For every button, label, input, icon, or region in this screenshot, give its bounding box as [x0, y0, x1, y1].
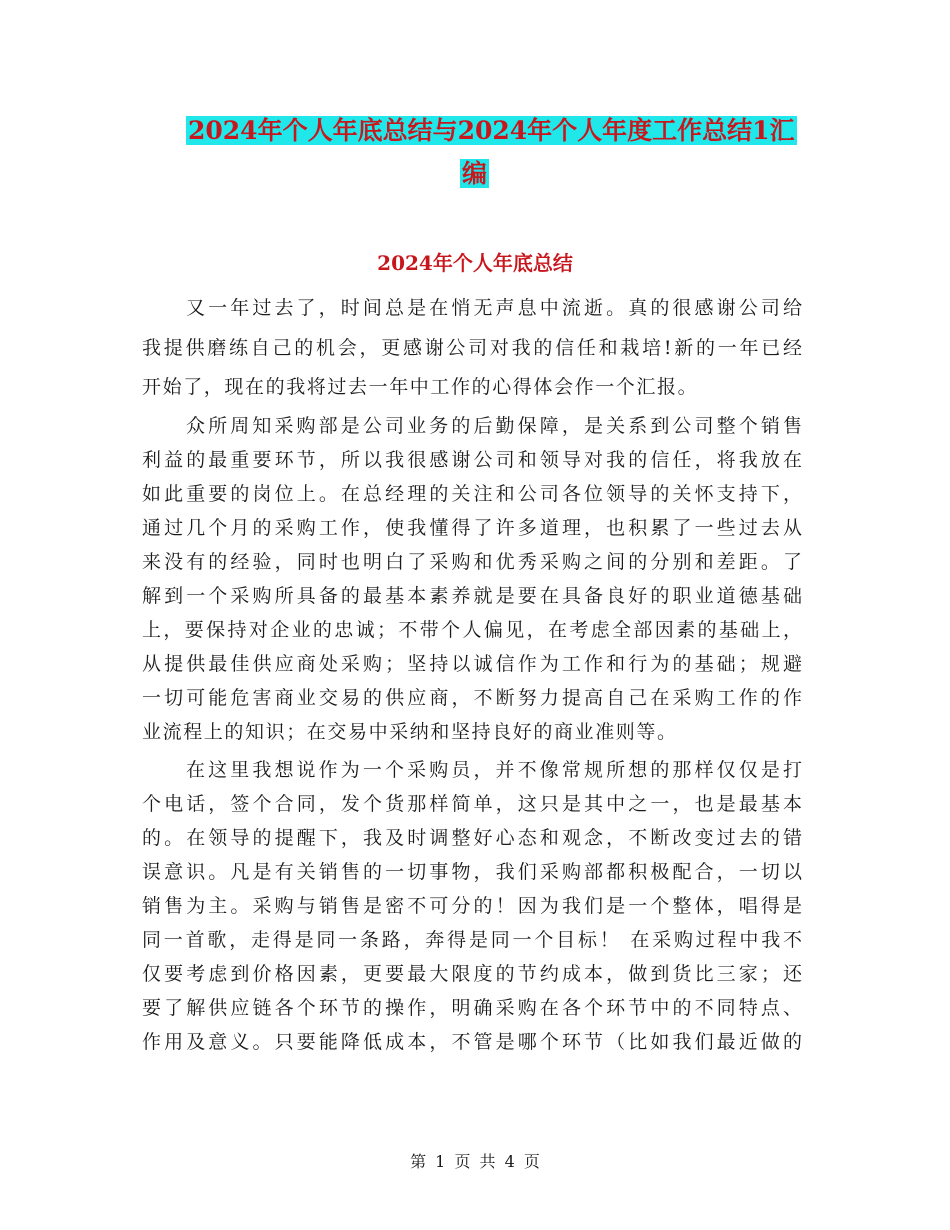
paragraph-3-line: 在这里我想说作为一个采购员，并不像常规所想的那样仅仅是打 [186, 759, 802, 781]
paragraph-1-line: 开始了，现在的我将过去一年中工作的心得体会作一个汇报。 [142, 376, 699, 398]
paragraph-2-line: 业流程上的知识；在交易中采纳和坚持良好的商业准则等。 [142, 721, 678, 743]
paragraph-3-line: 误意识。凡是有关销售的一切事物，我们采购部都积极配合，一切以 [142, 861, 802, 883]
paragraph-2-line: 解到一个采购所具备的最基本素养就是要在具备良好的职业道德基础 [142, 585, 802, 607]
paragraph-2-line: 从提供最佳供应商处采购；坚持以诚信作为工作和行为的基础；规避 [142, 653, 802, 675]
paragraph-3-line: 销售为主。采购与销售是密不可分的！因为我们是一个整体，唱得是 [142, 895, 802, 917]
paragraph-2-line: 利益的最重要环节，所以我很感谢公司和领导对我的信任，将我放在 [142, 449, 802, 471]
paragraph-3-line: 作用及意义。只要能降低成本，不管是哪个环节（比如我们最近做的 [142, 1031, 802, 1053]
document-title-text: 2024年个人年底总结与2024年个人年度工作总结1汇 [188, 116, 795, 145]
document-title-text-continued: 编 [462, 159, 488, 188]
document-title-line-2 [460, 154, 489, 194]
paragraph-3-line: 仅要考虑到价格因素，更要最大限度的节约成本，做到货比三家；还 [142, 963, 802, 985]
paragraph-2-line: 一切可能危害商业交易的供应商，不断努力提高自己在采购工作的作 [142, 687, 802, 709]
paragraph-3-line: 同一首歌，走得是同一条路，奔得是同一个目标！ 在采购过程中我不 [142, 929, 802, 951]
paragraph-3-line: 个电话，签个合同，发个货那样简单，这只是其中之一，也是最基本 [142, 793, 802, 815]
document-title-line-1 [186, 111, 797, 151]
paragraph-1-line: 又一年过去了，时间总是在悄无声息中流逝。真的很感谢公司给 [186, 297, 802, 319]
paragraph-3-line: 要了解供应链各个环节的操作，明确采购在各个环节中的不同特点、 [142, 997, 802, 1019]
page-footer: 第 1 页 共 4 页 [410, 1152, 540, 1171]
paragraph-2-line: 上，要保持对企业的忠诚；不带个人偏见，在考虑全部因素的基础上， [142, 619, 802, 641]
paragraph-2-line: 众所周知采购部是公司业务的后勤保障，是关系到公司整个销售 [186, 415, 802, 437]
paragraph-1-line: 我提供磨练自己的机会，更感谢公司对我的信任和栽培!新的一年已经 [142, 337, 802, 359]
paragraph-2-line: 如此重要的岗位上。在总经理的关注和公司各位领导的关怀支持下， [142, 483, 802, 505]
section-heading: 2024年个人年底总结 [377, 251, 573, 275]
paragraph-2-line: 通过几个月的采购工作，使我懂得了许多道理，也积累了一些过去从 [142, 517, 802, 539]
paragraph-2-line: 来没有的经验，同时也明白了采购和优秀采购之间的分别和差距。了 [142, 551, 802, 573]
paragraph-3-line: 的。在领导的提醒下，我及时调整好心态和观念，不断改变过去的错 [142, 827, 802, 849]
